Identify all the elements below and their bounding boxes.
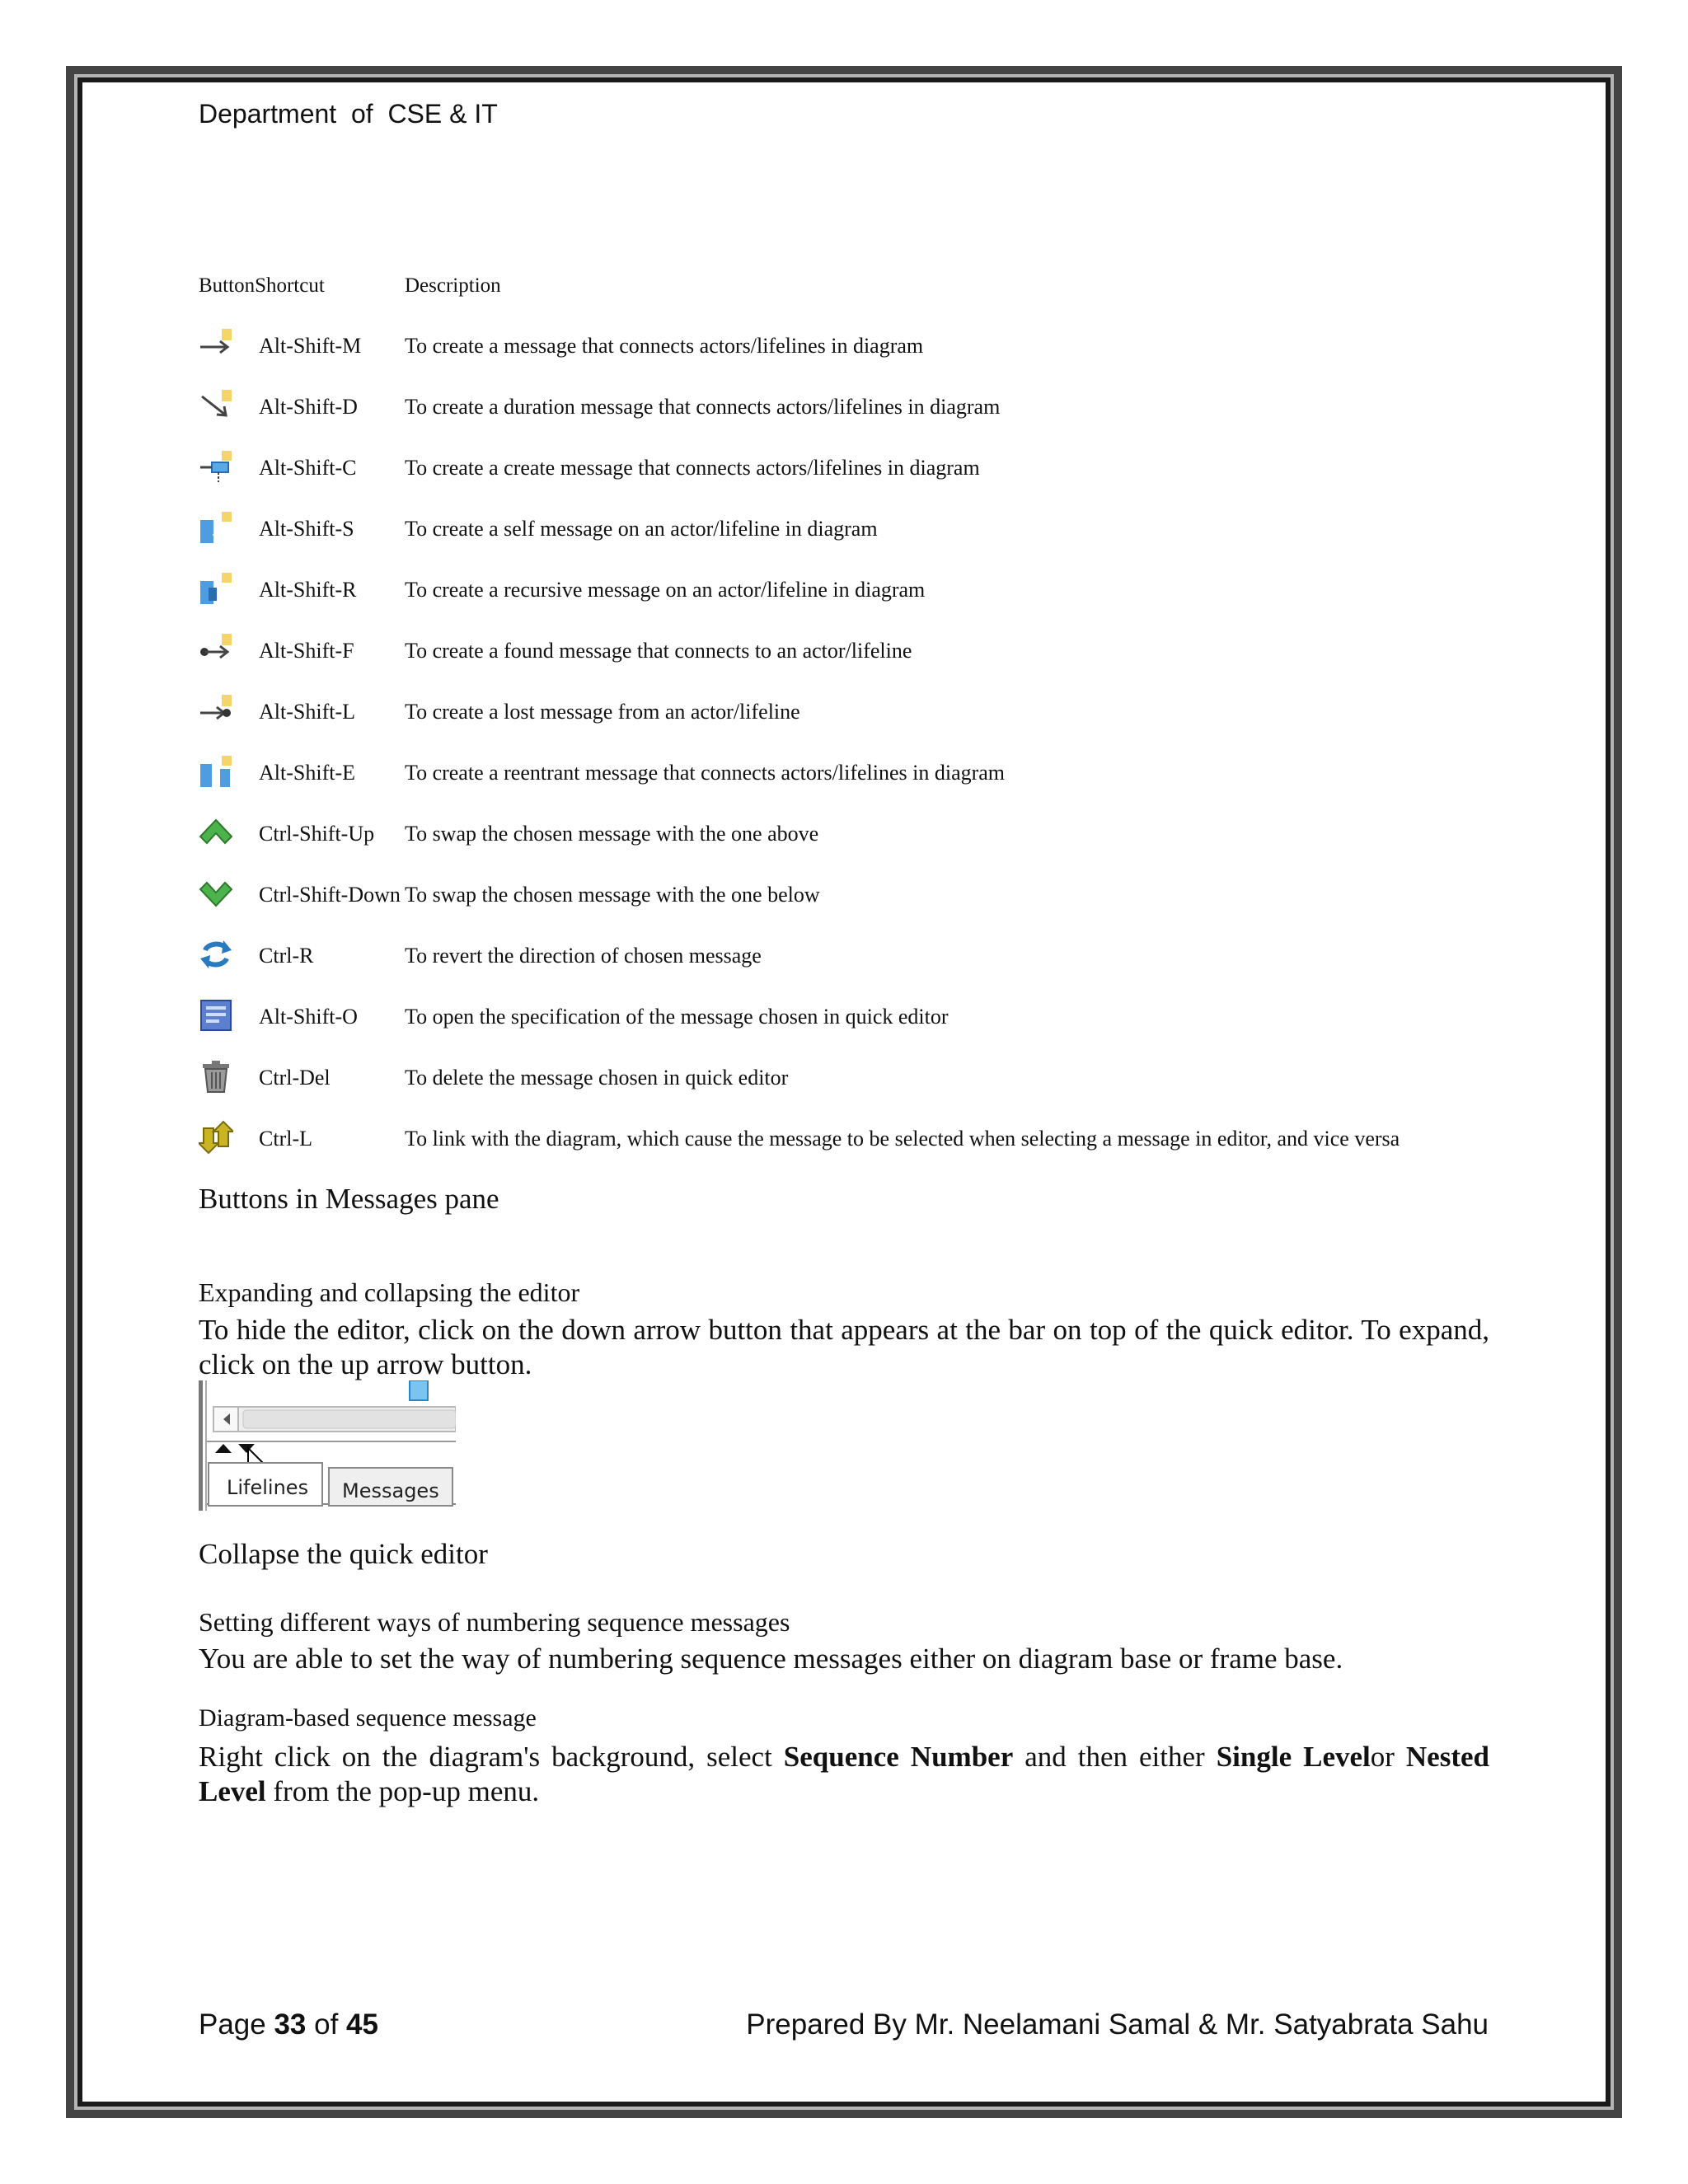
shortcut-text: Alt-Shift-S — [259, 517, 354, 541]
figure-caption-buttons: Buttons in Messages pane — [199, 1183, 499, 1215]
shortcut-text: Alt-Shift-E — [259, 761, 355, 785]
table-row — [199, 1118, 1517, 1160]
table-row — [199, 935, 1517, 977]
move-up-icon — [199, 815, 233, 850]
description-text: To swap the chosen message with the one above — [405, 822, 819, 846]
create-message-icon — [199, 449, 233, 484]
shortcut-text: Alt-Shift-L — [259, 700, 355, 724]
section-title-expand: Expanding and collapsing the editor — [199, 1277, 580, 1307]
description-text: To create a duration message that connects actors/lifelines in diagram — [405, 395, 1001, 419]
description-text: To create a self message on an actor/lifeline in diagram — [405, 517, 878, 541]
page-number — [199, 2008, 378, 2041]
page-prefix: Page — [199, 2008, 274, 2041]
shortcut-text: Alt-Shift-R — [259, 578, 357, 602]
table-row — [199, 1057, 1517, 1099]
move-down-icon — [199, 876, 233, 911]
self-message-icon — [199, 510, 233, 545]
shortcut-text: Alt-Shift-D — [259, 395, 358, 419]
bold-nested-level: Nested Level — [199, 1741, 1489, 1807]
description-text: To open the specification of the message chosen in quick editor — [405, 1005, 949, 1029]
lost-message-icon — [199, 693, 233, 728]
description-text: To link with the diagram, which cause the message to be selected when selecting a message in editor, and vice versa — [405, 1127, 1400, 1151]
description-text: To create a lost message from an actor/lifeline — [405, 700, 800, 724]
shortcut-text: Ctrl-Shift-Up — [259, 822, 375, 846]
table-row — [199, 326, 1517, 367]
description-text: To create a message that connects actors/lifelines in diagram — [405, 334, 924, 358]
table-row — [199, 448, 1517, 489]
shortcut-text: Ctrl-R — [259, 944, 314, 968]
table-row — [199, 630, 1517, 672]
table-row — [199, 569, 1517, 611]
section-title-diagram-based: Diagram-based sequence message — [199, 1704, 537, 1732]
bold-sequence-number: Sequence Number — [783, 1741, 1014, 1773]
department-header: Department of CSE & IT — [199, 99, 498, 129]
text-run: and then either — [1013, 1741, 1217, 1773]
table-row — [199, 996, 1517, 1038]
open-specification-icon — [199, 998, 233, 1033]
description-text: To swap the chosen message with the one below — [405, 883, 820, 907]
page-total: 45 — [346, 2008, 378, 2041]
recursive-message-icon — [199, 571, 233, 606]
paragraph-expand: To hide the editor, click on the down arrow button that appears at the bar on top of the quick editor. To expand, click on the up arrow button. — [199, 1314, 1489, 1380]
page-current: 33 — [274, 2008, 307, 2041]
revert-direction-icon — [199, 937, 233, 972]
section-title-numbering: Setting different ways of numbering sequence messages — [199, 1607, 790, 1637]
paragraph-numbering: You are able to set the way of numbering sequence messages either on diagram base or frame base. — [199, 1643, 1343, 1675]
found-message-icon — [199, 632, 233, 667]
description-text: To create a recursive message on an actor/lifeline in diagram — [405, 578, 926, 602]
column-header-description: Description — [405, 274, 501, 297]
message-arrow-icon — [199, 327, 233, 362]
description-text: To create a found message that connects to an actor/lifeline — [405, 639, 912, 663]
table-row — [199, 752, 1517, 794]
paragraph-diagram-based — [199, 1740, 1489, 1809]
table-row — [199, 691, 1517, 733]
shortcut-text: Alt-Shift-C — [259, 456, 357, 480]
prepared-by: Prepared By Mr. Neelamani Samal & Mr. Satyabrata Sahu — [746, 2008, 1489, 2041]
description-text: To create a reentrant message that connects actors/lifelines in diagram — [405, 761, 1006, 785]
table-row — [199, 387, 1517, 428]
text-run: or — [1370, 1741, 1406, 1773]
shortcut-text: Alt-Shift-M — [259, 334, 362, 358]
column-header-button: Button — [199, 274, 256, 297]
shortcut-text: Ctrl-Del — [259, 1066, 331, 1090]
description-text: To revert the direction of chosen message — [405, 944, 762, 968]
table-row — [199, 874, 1517, 916]
table-row — [199, 813, 1517, 855]
shortcut-text: Ctrl-L — [259, 1127, 312, 1151]
shortcut-text: Ctrl-Shift-Down — [259, 883, 401, 907]
reentrant-message-icon — [199, 754, 233, 789]
shortcut-text: Alt-Shift-O — [259, 1005, 358, 1029]
shortcut-text: Alt-Shift-F — [259, 639, 354, 663]
tab-lifelines: Lifelines — [227, 1476, 309, 1499]
table-row — [199, 509, 1517, 550]
duration-message-icon — [199, 388, 233, 423]
bold-single-level: Single Level — [1216, 1741, 1371, 1773]
text-run: from the pop-up menu. — [265, 1775, 540, 1807]
text-run: Right click on the diagram's background, select — [199, 1741, 784, 1773]
column-header-shortcut: Shortcut — [255, 274, 325, 297]
page-of: of — [306, 2008, 347, 2041]
figure-caption-collapse: Collapse the quick editor — [199, 1538, 488, 1570]
tab-messages: Messages — [342, 1479, 439, 1502]
description-text: To delete the message chosen in quick editor — [405, 1066, 789, 1090]
trash-icon — [199, 1059, 233, 1094]
table-header-button-shortcut — [199, 274, 325, 298]
quick-editor-screenshot — [199, 1380, 456, 1511]
description-text: To create a create message that connects actors/lifelines in diagram — [405, 456, 980, 480]
link-with-diagram-icon — [199, 1120, 233, 1155]
